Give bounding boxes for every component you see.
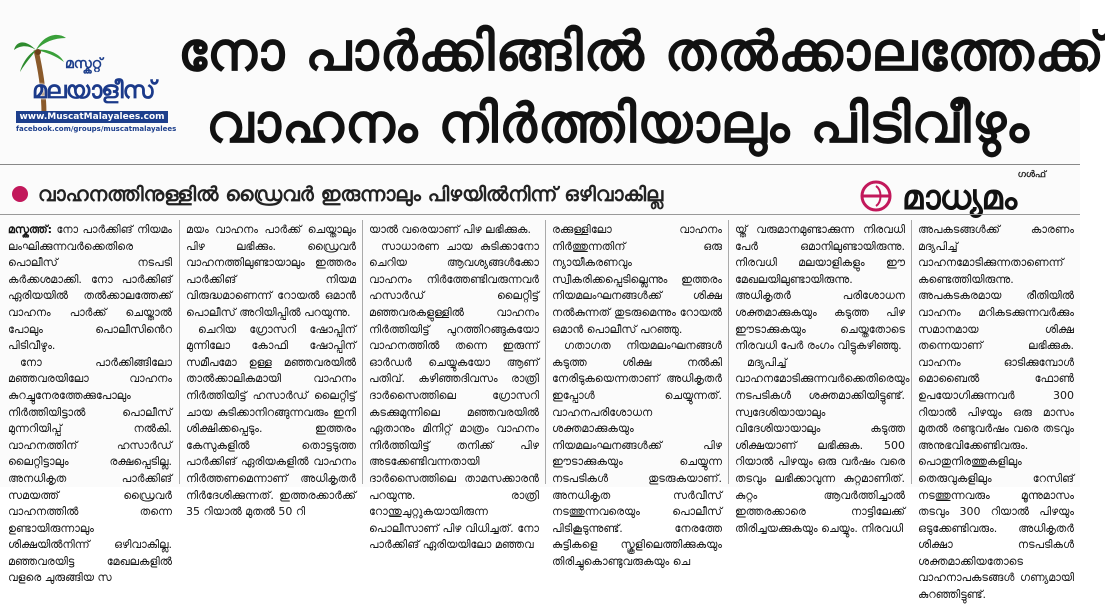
bullet-icon (12, 186, 28, 202)
masthead-section: ഗൾഫ് (1017, 170, 1046, 180)
madhyamam-masthead (852, 170, 1074, 216)
paragraph: മദ്യപിച്ച് വാഹനമോടിക്കുന്നവർക്കെതിരെയും നടപടികൾ ശക്തമാക്കിയിട്ടുണ്ട്. സ്വദേശിയായാലും വിദേശിയായാലും കടുത്ത ശിക്ഷയാണ് ലഭിക്കുക. 500 റിയാൽ പിഴയും ഒരു വർഷം വരെ തടവും ലഭിക്കാവുന്ന കുറ്റമാണിത്. കുറ്റം ആവർത്തിച്ചാൽ ഇത്തരക്കാരെ നാട്ടിലേക്ക് തിരിച്ചയക്കുകയും ചെയ്യും. നിരവധി (735, 355, 910, 535)
logo-top-text: മസ്കറ്റ് (65, 56, 103, 72)
paragraph: അപകടങ്ങൾക്ക് കാരണം മദ്യപിച്ച് വാഹനമോടിക്കുന്നതാണെന്ന് കണ്ടെത്തിയിരുന്നു. അപകടകരമായ രീതിയിൽ വാഹനം മറികടക്കുന്നവർക്കും സമാനമായ ശിക്ഷ തന്നെയാണ് ലഭിക്കുക. വാഹനം ഓടിക്കുമ്പോൾ മൊബൈൽ ഫോൺ ഉപയോഗിക്കുന്നവർ 300 റിയാൽ പിഴയും ഒരു മാസം മുതൽ രണ്ടുവർഷം വരെ തടവും അനുഭവിക്കേണ്ടിവരും. പൊതുനിരത്തുകളിലും തെരുവുകളിലും റേസിങ് നടത്തുന്നവരും മൂന്നുമാസം തടവും 300 റിയാൽ പിഴയും ഒടുക്കേണ്ടിവരും. അധികൃതർ ശിക്ഷാ നടപടികൾ ശക്തമാക്കിയതോടെ വാഹനാപകടങ്ങൾ ഗണ്യമായി കുറഞ്ഞിട്ടുണ്ട്. (918, 223, 1074, 602)
logo-facebook-link[interactable]: facebook.com/groups/muscatmalayalees (16, 125, 177, 133)
column-divider (545, 220, 546, 484)
article-column-1 (8, 222, 172, 585)
headline-line-2: വാഹനം നിർത്തിയാലും പിടിവീഴും (206, 92, 1030, 155)
paragraph: രക്കുള്ളിലോ വാഹനം നിർത്തുന്നതിന് ഒരു ന്യായീകരണവും സ്വീകരിക്കപ്പെടില്ലെന്നും ഇത്തരം നിയമലംഘനങ്ങൾക്ക് ശിക്ഷ നൽകുന്നത് തുടരുമെന്നും റോയൽ ഒമാൻ പൊലീസ് പറഞ്ഞു. (552, 223, 722, 336)
article-column-5 (735, 222, 910, 535)
masthead-name: മാധ്യമം (902, 178, 1017, 218)
paragraph: ഗതാഗത നിയമലംഘനങ്ങൾ കടുത്ത ശിക്ഷ നൽകി നേരിടുകയെന്നതാണ് അധികൃതർ ഇപ്പോൾ ചെയ്യുന്നത്. വാഹനപരിശോധന ശക്തമാക്കുകയും നിയമലംഘനങ്ങൾക്ക് പിഴ ഈടാക്കുകയും ചെയ്യുന്ന നടപടികൾ തുടരുകയാണ്. അനധികൃത സർവീസ് നടത്തുന്നവരെയും പൊലീസ് പിടികൂടുന്നുണ്ട്. നേരത്തേ കുട്ടികളെ സ്കൂളിലെത്തിക്കുകയും തിരിച്ചുകൊണ്ടുവരുകയും ചെ (552, 339, 722, 568)
headline (178, 16, 1105, 160)
paragraph: ചെറിയ ഗ്രോസറി ഷോപ്പിന് മുന്നിലോ കോഫി ഷോപ്പിന് സമീപമോ ഉള്ള മഞ്ഞവരയിൽ താൽക്കാലികമായി വാഹനം നിർത്തിയിട്ട് ഹസാർഡ് ലൈറ്റിട്ട് ചായ കുടിക്കാനിറങ്ങുന്നവരും ഇനി ശിക്ഷിക്കപ്പെടും. ഇത്തരം കേസുകളിൽ തൊട്ടടുത്ത പാർക്കിങ് ഏരിയകളിൽ വാഹനം നിർത്തണമെന്നാണ് അധികൃതർ നിർദേശിക്കുന്നത്. ഇത്തരക്കാർക്ക് 35 റിയാൽ മുതൽ 50 റി (186, 322, 356, 519)
subheadline-text: വാഹനത്തിനുള്ളിൽ ഡ്രൈവർ ഇരുന്നാലും പിഴയിൽനിന്ന് ഒഴിവാകില്ല (38, 182, 664, 206)
dateline: മസ്കത്ത്: (8, 223, 53, 236)
column-divider (362, 220, 363, 484)
paragraph: നോ പാർക്കിങ് നിയമം ലംഘിക്കുന്നവർക്കെതിരെ പൊലീസ് നടപടി കർക്കശമാക്കി. നോ പാർക്കിങ് ഏരിയയിൽ തൽക്കാലത്തേക്ക് വാഹനം പാർക്ക് ചെയ്താൽ പോലും പൊലീസിൻെറ പിടിവീഴും. (8, 223, 172, 353)
column-divider (179, 220, 180, 484)
divider (0, 164, 1080, 165)
madhyamam-emblem-icon (856, 180, 896, 212)
palm-tree-icon (14, 28, 74, 118)
paragraph: സാധാരണ ചായ കുടിക്കാനോ ചെറിയ ആവശ്യങ്ങൾക്കോ വാഹനം നിർത്തേണ്ടിവരുന്നവർ ഹസാർഡ് ലൈറ്റിട്ട് മഞ്ഞവരകളുള്ളിൽ വാഹനം നിർത്തിയിട്ട് പുറത്തിറങ്ങുകയോ വാഹനത്തിൽ തന്നെ ഇരുന്ന് ഓർഡർ ചെയ്യുകയോ ആണ് പതിവ്. കഴിഞ്ഞദിവസം രാത്രി ദാർസൈത്തിലെ ഗ്രോസറി കടക്കുമുന്നിലെ മഞ്ഞവരയിൽ ഏതാനും മിനിറ്റ് മാത്രം വാഹനം നിർത്തിയിട്ട് തനിക്ക് പിഴ അടക്കേണ്ടിവന്നതായി ദാർസൈത്തിലെ താമസക്കാരൻ പറയുന്നു. രാത്രി റോന്തുചുറ്റുകയായിരുന്ന പൊലീസാണ് പിഴ വിധിച്ചത്. നോ പാർക്കിങ് ഏരിയയിലോ മഞ്ഞവ (369, 239, 539, 552)
logo-main-text: മലയാളീസ് (32, 76, 155, 104)
paragraph: യ്ത് വരുമാനമുണ്ടാക്കുന്ന നിരവധി പേർ ഒമാനിലുണ്ടായിരുന്നു. നിരവധി മലയാളികളും ഈ മേഖലയിലുണ്ടായിരുന്നു. അധികൃതർ പരിശോധന ശക്തമാക്കുകയും കടുത്ത പിഴ ഈടാക്കുകയും ചെയ്തതോടെ നിരവധി പേർ രംഗം വിട്ടുകഴിഞ്ഞു. (735, 223, 905, 353)
logo-url[interactable]: www.MuscatMalayalees.com (19, 112, 165, 122)
paragraph: നോ പാർക്കിങ്ങിലോ മഞ്ഞവരയിലോ വാഹനം കുറച്ചുനേരത്തേക്കുപോലും നിർത്തിയിട്ടാൽ പൊലീസ് മുന്നറിയിപ്പ് നൽകി. വാഹനത്തിന് ഹസാർഡ് ലൈറ്റിട്ടാലും രക്ഷപ്പെടില്ല. അനധികൃത പാർക്കിങ് സമയത്ത് ഡ്രൈവർ വാഹനത്തിൽ തന്നെ ഉണ്ടായിരുന്നാലും ശിക്ഷയിൽനിന്ന് ഒഴിവാകില്ല. മഞ്ഞവരയിട്ട മേഖലകളിൽ വളരെ ചുരുങ്ങിയ സ (8, 355, 172, 585)
headline-line-1: നോ പാർക്കിങ്ങിൽ തൽക്കാലത്തേക്ക് (178, 20, 1105, 83)
article-column-2 (186, 222, 356, 519)
paragraph: മയം വാഹനം പാർക്ക് ചെയ്താലും പിഴ ലഭിക്കും. ഡ്രൈവർ വാഹനത്തിലുണ്ടായാലും ഇത്തരം പാർക്കിങ് നിയമ വിരുദ്ധമാണെന്ന് റോയൽ ഒമാൻ പൊലീസ് അറിയിപ്പിൽ പറയുന്നു. (186, 223, 356, 319)
article-column-6 (918, 222, 1074, 602)
article-column-3 (369, 222, 539, 552)
article-column-4 (552, 222, 722, 568)
column-divider (728, 220, 729, 484)
paragraph: യാൽ വരെയാണ് പിഴ ലഭിക്കുക. (369, 223, 531, 236)
subheadline (10, 180, 850, 210)
divider (0, 214, 1080, 215)
muscat-malayalees-logo (10, 28, 177, 138)
column-divider (911, 220, 912, 484)
